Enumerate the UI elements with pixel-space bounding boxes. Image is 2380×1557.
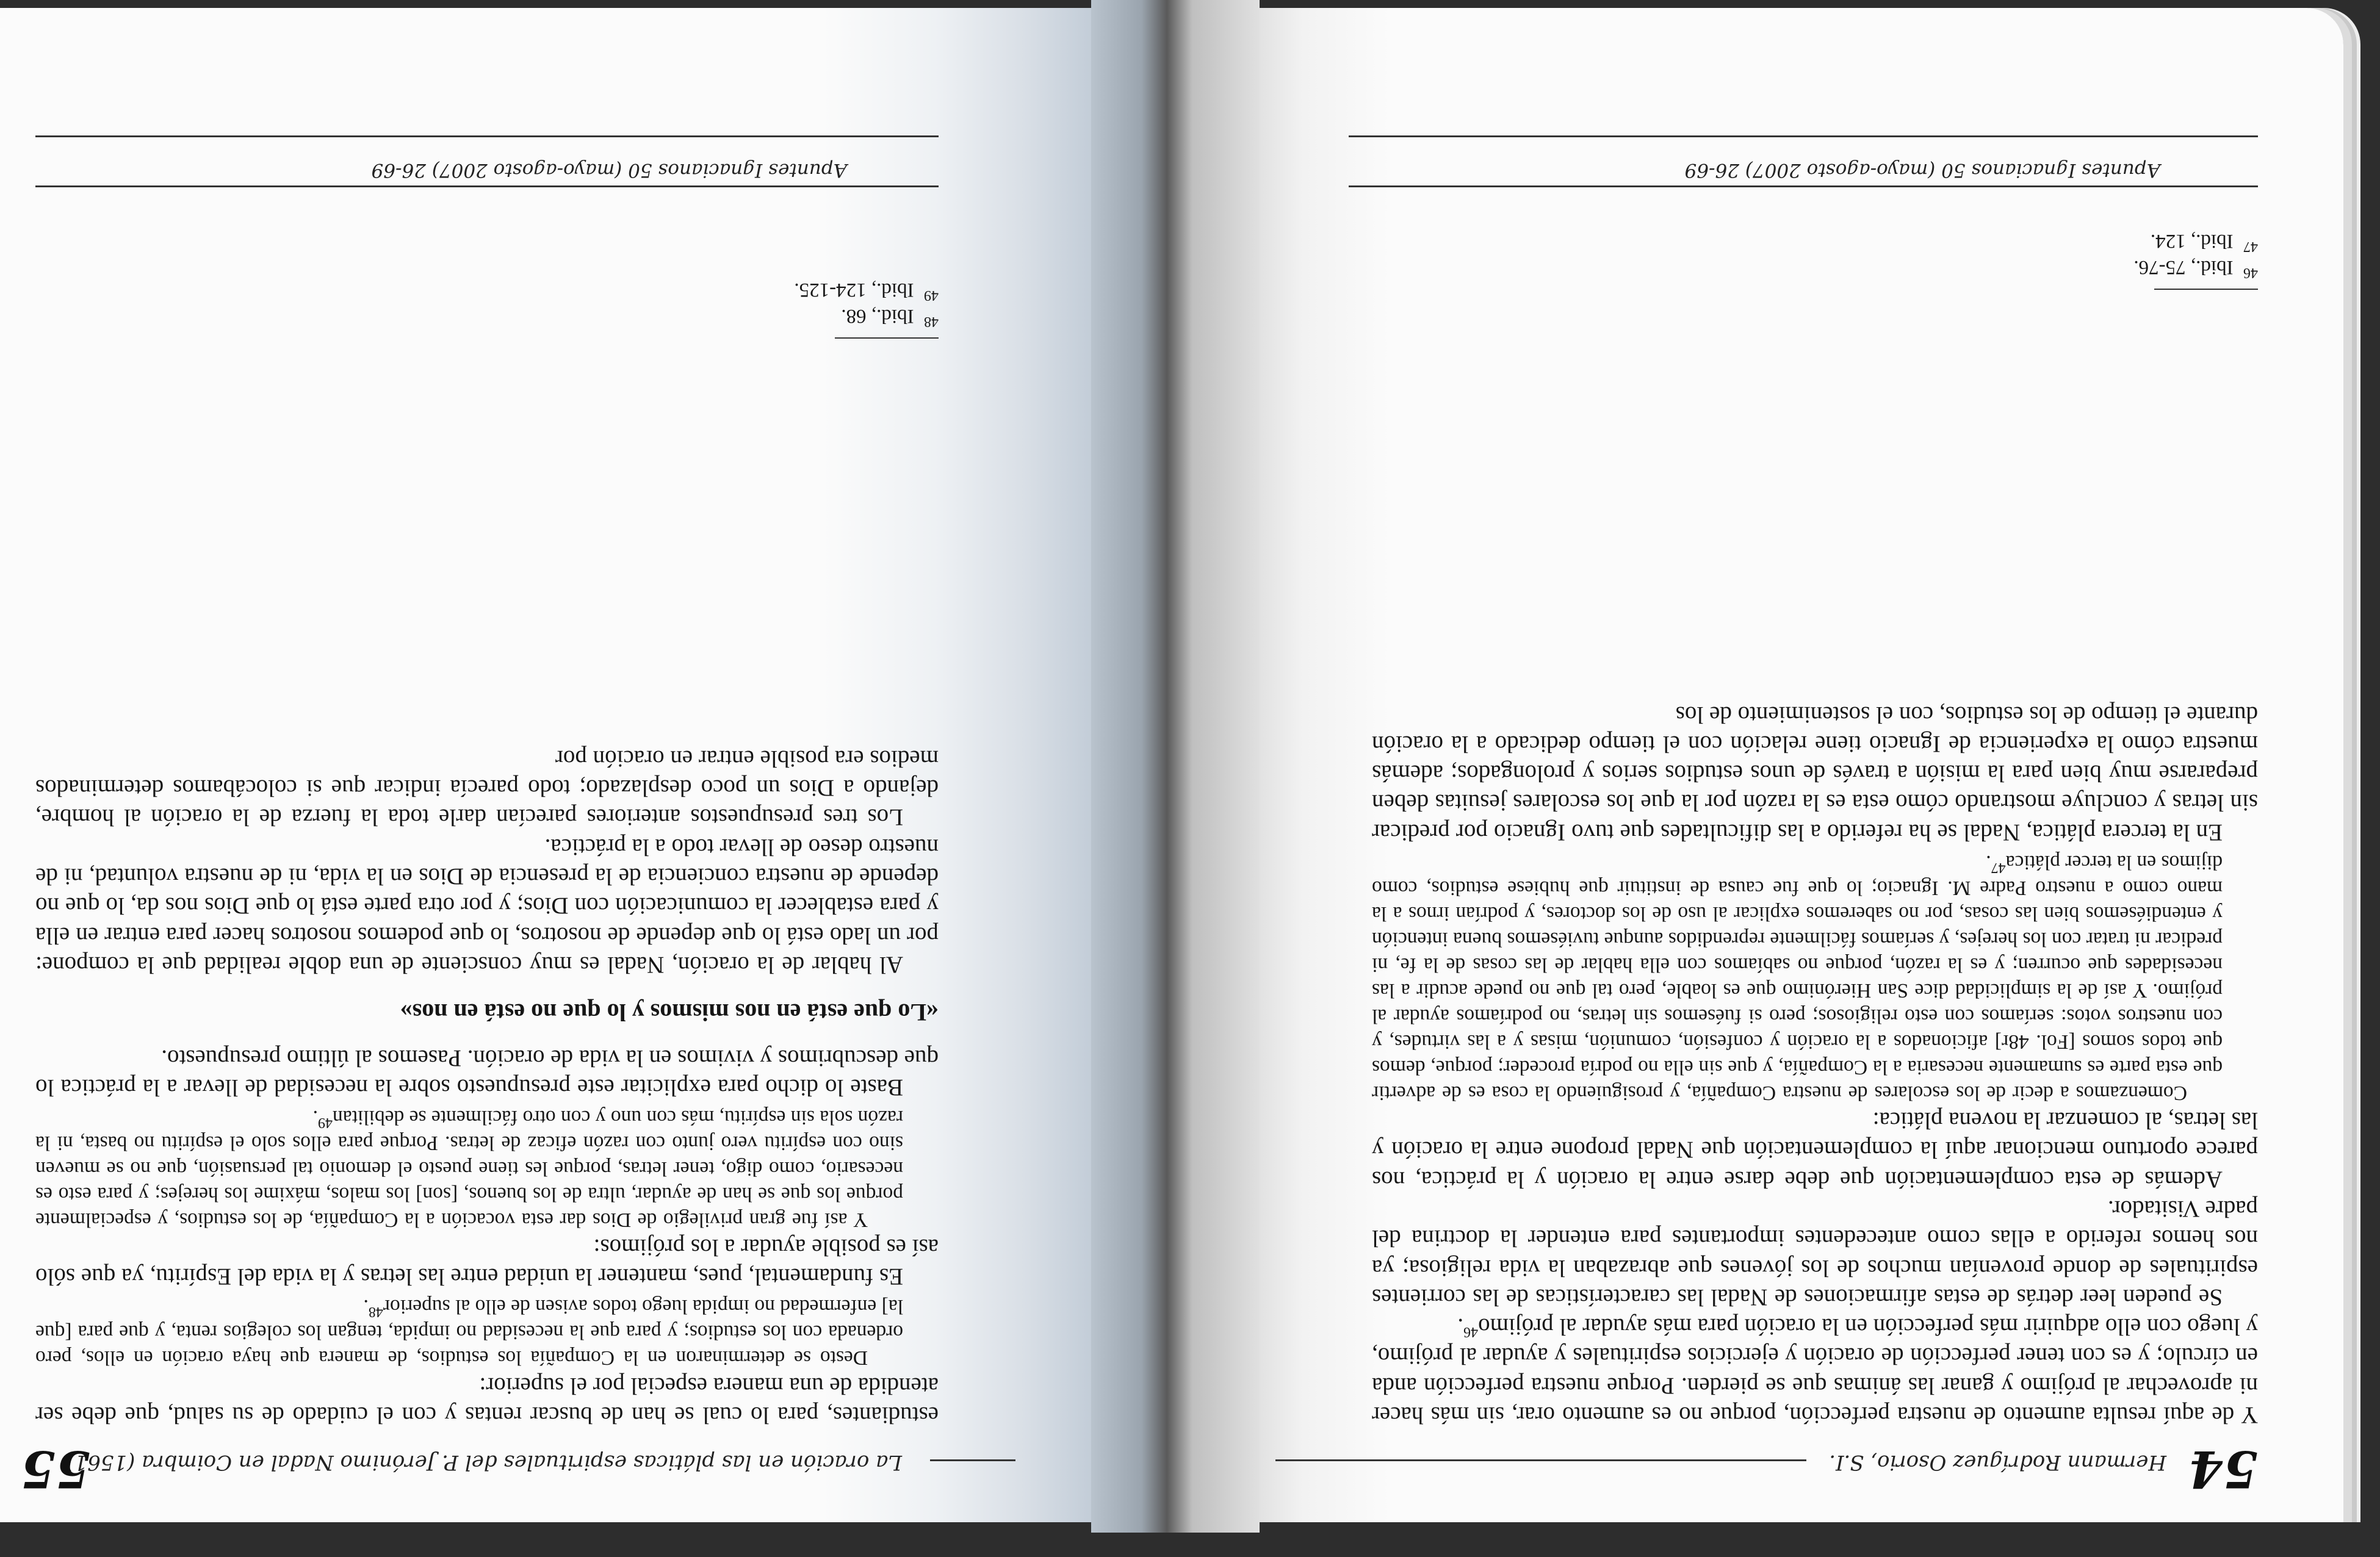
header-rule [1275, 1459, 1806, 1461]
footnote-text: Ibid., 68. [841, 305, 914, 327]
paragraph-continued [35, 1370, 939, 1429]
footnote [1404, 228, 2258, 254]
footnote-ref: 46 [1463, 1324, 1479, 1340]
footnote-number: 46 [2243, 265, 2258, 281]
footer-rule-bottom [35, 135, 939, 137]
footnote-gap [2234, 256, 2244, 278]
footnote-rule [835, 337, 939, 339]
paragraph-end: . [312, 1106, 319, 1129]
paragraph-continued [1372, 1312, 2258, 1429]
page-54 [1260, 8, 2343, 1522]
running-head: Hermann Rodríguez Osorio, S.I. [1829, 1450, 2166, 1475]
header-rule [930, 1459, 1015, 1461]
footnote-ref: 49 [318, 1114, 333, 1131]
block-quote [35, 1104, 903, 1232]
footnote-gap [914, 279, 925, 301]
paragraph [35, 1232, 939, 1292]
footer-journal-title: Apuntes Ignacianos 50 (mayo-agosto 2007) 26-69 [371, 159, 847, 181]
paragraph [35, 1043, 939, 1102]
paragraph-text: Al hablar de la oración, Nadal es muy consciente de una doble realidad que la compone: por un lado está lo que depende de nosotros, lo que podemos nosotros hacer para entrar en ella y para establecer la comunicación con Dios; y por otra parte está lo que Dios nos da, lo que no depende de nuestra conciencia de la presencia de Dios en la vida, ni de nuestra voluntad, ni de nuestro deseo de llevar todo a la práctica. [35, 833, 939, 978]
paragraph-text: Es fundamental, pues, mantener la unidad entre las letras y la vida del Espíritu, ya que sólo así es posible ayudar a los prójimos: [35, 1234, 939, 1290]
paragraph [1372, 699, 2258, 846]
footnote-text: Ibid., 124. [2150, 230, 2234, 252]
paragraph-text: Además de esta complementación que debe darse entre la oración y la práctica, nos parece oportuno mencionar aquí la complementación que Nadal propone entre la oración y las letras, al comenzar la novena plática: [1372, 1107, 2258, 1193]
body-text [35, 744, 939, 1429]
footnote-ref: 48 [368, 1304, 383, 1320]
footer-rule-bottom [1349, 135, 2258, 137]
page-number: 54 [2188, 1439, 2258, 1498]
paragraph [35, 832, 939, 979]
footnote-number: 48 [924, 314, 939, 329]
paragraph-text: estudiantes, para lo cual se han de buscar rentas y con el cuidado de su salud, que debe ser atendida de una manera especial por el superior: [35, 1372, 939, 1428]
paragraph [1372, 1194, 2258, 1312]
block-quote [35, 1293, 903, 1370]
paragraph-text: Los tres presupuestos anteriores parecían darle toda la fuerza de la oración al hombre, dejando a Dios un poco desplazado; todo parecía indicar que si colocábamos determinados medios era posible entrar en oración por [35, 745, 939, 831]
paragraph-text: Y así fue gran privilegio de Dios dar esta vocación a la Compañía, de los estudios, y especialmente porque los que se han de ayudar, ultra de los buenos, [son] los malos, máxime los herejes; y para esto es necesario, como digo, tener letras, porque les tiene puesto el demonio tal persuasión, que no se mueven sino con espíritu vero junto con razón eficaz de letras. Porque para ellos solo el espíritu no basta, ni la razón sola sin espíritu, más con uno y con otro fácilmente se debilitan [35, 1106, 903, 1231]
footnote-number: 47 [2243, 239, 2258, 254]
footnote [1404, 254, 2258, 280]
footer-journal-title: Apuntes Ignacianos 50 (mayo-agosto 2007) 26-69 [1684, 159, 2160, 181]
body-text [1372, 699, 2258, 1429]
paragraph-text: En la tercera plática, Nadal se ha referido a las dificultades que tuvo Ignacio por predicar sin letras y concluye mostrando cómo esta es la razón por la que los escolares jesuitas deben prepararse muy bien para la misión a través de unos estudios serios y prolongados; además muestra cómo la experiencia de Ignacio tiene relación con el tiempo dedicado a la oración durante el tiempo de los estudios, con el sostenimiento de los [1372, 701, 2258, 846]
paragraph-end: . [363, 1295, 369, 1318]
paragraph-text: Desto se determinaron en la Compañía los estudios, de manera que haya oración en ellos, pero ordenada con los estudios; y para que la necesidad no impida, tengan los colegios renta, y que para [que la] enfermedad no impida luego todos avisen de ello al superior [35, 1295, 903, 1370]
footnote-gap [914, 305, 925, 327]
paragraph-text: Se pueden leer detrás de estas afirmaciones de Nadal las características de las corrientes espirituales de donde provenían muchos de los jóvenes que abrazaban la vida religiosa; ya nos hemos referido a ellas como antecedentes importantes para entender la doctrina del padre Visitador. [1372, 1195, 2258, 1311]
page-number: 55 [20, 1439, 90, 1498]
footnote-text: Ibid., 75-76. [2133, 256, 2234, 278]
block-quote [1372, 849, 2223, 1106]
paragraph [35, 744, 939, 832]
footer-rule-top [1349, 185, 2258, 187]
paragraph-text: Baste lo dicho para explicitar este presupuesto sobre la necesidad de llevar a la práctica lo que descubrimos y vivimos en la vida de oración. Pasemos al último presupuesto. [35, 1045, 939, 1101]
footnote [84, 303, 939, 329]
paragraph [1372, 1106, 2258, 1194]
footnote-number: 49 [924, 287, 939, 303]
paragraph-end: . [1986, 850, 1991, 874]
running-head: La oración en las pláticas espirituales del P. Jerónimo Nadal en Coimbra (1561) [66, 1450, 902, 1475]
footnotes [1404, 228, 2258, 280]
footer-rule-top [35, 185, 939, 187]
page-55 [0, 8, 1091, 1522]
paragraph-text: Comenzamos a decir de los escolares de nuestra Compañía, y prosiguiendo la cosa es de advertir que esta parte es sumamente necesaria a la Compañía, y que sin ella no podría proceder; porque, demos que todos somos [Fol. 48r] aficionados a la oración y confesión, comunión, misas y a las virtudes, y con nuestros votos: seríamos con esto religiosos; pero si fuésemos sin letras, no podríamos ayudar al prójimo. Y así de la simplicidad dice San Hierónimo que es loable, pero tal que no puede acudir a las necesidades que ocurren; y es la razón, porque no sabíamos con ella hablar de las cosas de la fe, ni predicar ni tratar con los herejes, y seríamos fácilmente reprendidos aunque tuviésemos buena intención y entendiésemos bien las cosas, por no saberemos explicar al uso de los doctores, y podrían irnos a la mano como a nuestro Padre M. Ignacio; lo que fue causa de instituir que hubiese estudios, como dijimos en la tercer plática [1372, 850, 2223, 1104]
paragraph-end: . [1457, 1314, 1464, 1340]
paragraph-text: «Lo que está en nos mismos y lo que no está en nos» [400, 999, 939, 1027]
footnotes [84, 276, 939, 329]
book-gutter [1091, 0, 1260, 1533]
footnote-ref: 47 [1991, 859, 2006, 876]
footnote-gap [2234, 230, 2244, 252]
paragraph-text: Y de aquí resulta aumento de nuestra perfección, porque no es aumento orar, sin más hacer ni aprovechar al prójimo y ganar las ánimas que se pierden. Porque nuestra perfección anda en círculo; y es con tener perfección de oración y ejercicios espirituales y ayudar al prójimo, y luego con ello adquirir más perfección en la oración para más ayudar al prójimo [1372, 1314, 2258, 1428]
footnote-rule [2154, 289, 2258, 290]
footnote-text: Ibid., 124-125. [794, 279, 914, 301]
section-heading [35, 998, 939, 1027]
footnote [84, 276, 939, 303]
